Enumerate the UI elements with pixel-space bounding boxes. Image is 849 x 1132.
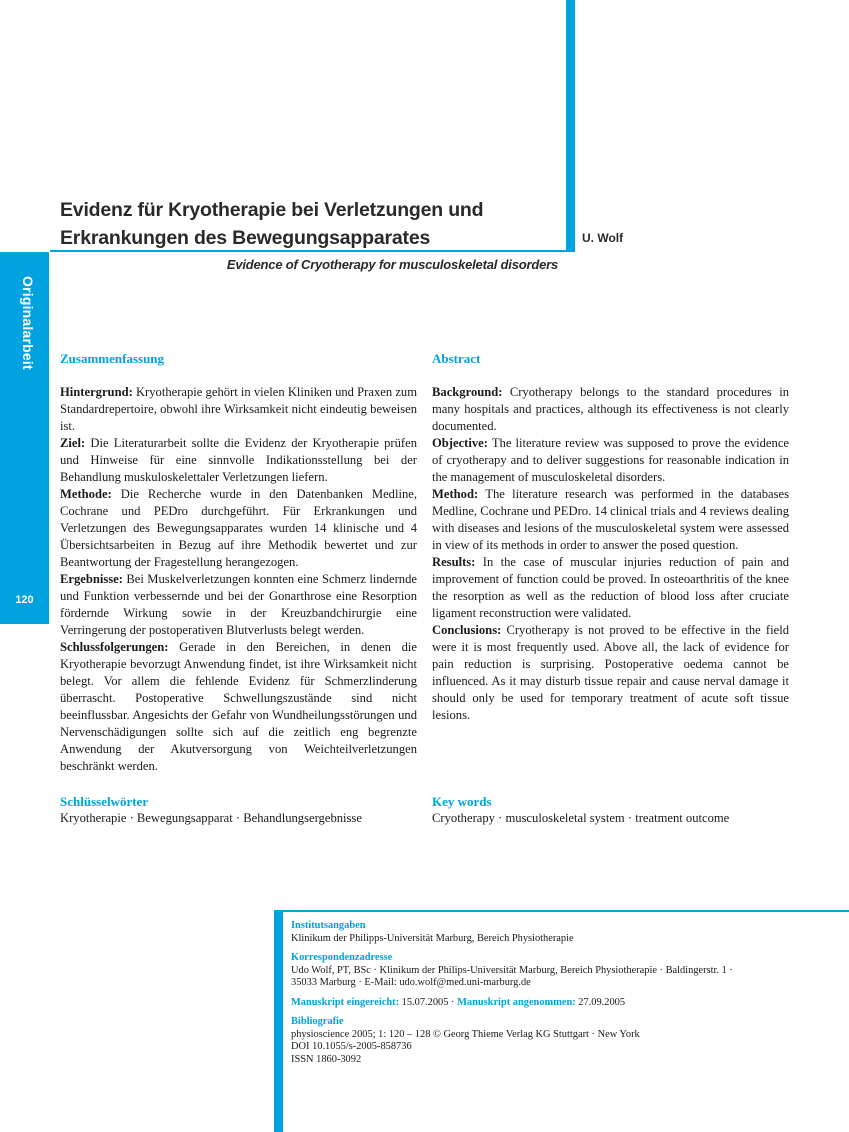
correspondence-line-2: 35033 Marburg · E-Mail: udo.wolf@med.uni-marburg.de [291, 977, 531, 988]
en-label-3: Results: [432, 555, 476, 569]
article-info-box [291, 920, 791, 1073]
german-keywords [60, 793, 440, 827]
german-abstract [60, 350, 417, 775]
en-text-0: Cryotherapy belongs to the standard procedures in many hospitals and practices, although its effectiveness is not clearly documented. [432, 385, 789, 433]
page-number: 120 [15, 594, 34, 606]
de-text-0: Kryotherapie gehört in vielen Kliniken und Praxen zum Standardrepertoire, obwohl ihre Wirksamkeit nicht eindeutig beweisen ist. [60, 385, 417, 433]
info-accent-bar [274, 910, 283, 1132]
german-abstract-text [60, 384, 417, 775]
received-date: 15.07.2005 · [399, 996, 458, 1008]
english-keywords [432, 793, 812, 827]
english-title: Evidence of Cryotherapy for musculoskeletal disorders [226, 257, 558, 272]
en-label-2: Method: [432, 487, 479, 501]
de-label-0: Hintergrund: [60, 385, 133, 399]
title-line-2: Erkrankungen des Bewegungsapparates [60, 227, 431, 249]
bibliography-label: Bibliografie [291, 1016, 344, 1027]
en-label-1: Objective: [432, 436, 488, 450]
de-label-2: Methode: [60, 487, 112, 501]
de-text-3: Bei Muskelverletzungen konnten eine Schmerz lindernde und Funktion verbessernde und bei der Gonarthrose eine Resorption fördernde Wirkung sowie in der Kreuzbandchirurgie eine Verringerung der postoperativen Blutverlusts belegt werden. [60, 572, 417, 637]
manuscript-dates [291, 997, 791, 1010]
german-keywords-heading: Schlüsselwörter [60, 794, 149, 809]
de-text-4: Gerade in den Bereichen, in denen die Kryotherapie bevorzugt Anwendung findet, ist ihre Wirksamkeit nicht belegt. Vor allem die fehlende Evidenz für Schmerzlinderung überrascht. Postoperative Schwellungszustände sind nicht beeinflussbar. Angesichts der Gefahr von Wundheilungsstörungen und Nervenschädigungen sollte sich auf die zeitlich eng begrenzte Anwendung der Akutversorgung von Weichteilverletzungen beschränkt werden. [60, 640, 417, 773]
section-label: Originalarbeit [20, 276, 36, 370]
en-label-4: Conclusions: [432, 623, 502, 637]
english-keywords-list: Cryotherapy · musculoskeletal system · treatment outcome [432, 811, 730, 825]
accepted-label: Manuskript angenommen: [457, 996, 576, 1008]
bibliography-block [291, 1016, 791, 1066]
bibliography-issn: ISSN 1860-3092 [291, 1053, 362, 1065]
de-text-1: Die Literaturarbeit sollte die Evidenz der Kryotherapie prüfen und Hinweise für eine sinnvolle Indikationsstellung bei der Behandlung muskuloskelettaler Verletzungen liefern. [60, 436, 417, 484]
english-abstract [432, 350, 789, 724]
author: U. Wolf [582, 231, 624, 245]
en-text-2: The literature research was performed in the databases Medline, Cochrane und PEDro. 14 clinical trials and 4 reviews dealing with diseases and lesions of the musculoskeletal system were assessed in view of its methods in order to answer the posed question. [432, 487, 789, 552]
english-keywords-heading: Key words [432, 794, 492, 809]
bibliography-line-1: physioscience 2005; 1: 120 – 128 © Georg Thieme Verlag KG Stuttgart · New York [291, 1028, 640, 1040]
institute-text: Klinikum der Philipps-Universität Marburg, Bereich Physiotherapie [291, 932, 574, 944]
de-text-2: Die Recherche wurde in den Datenbanken Medline, Cochrane und PEDro durchgeführt. Für Erkrankungen und Verletzungen des Bewegungsapparates wurden 14 klinische und 4 Übersichtsarbeiten in Bezug auf ihre Methodik bewertet und zur Beantwortung der Fragestellung herangezogen. [60, 487, 417, 569]
accepted-date: 27.09.2005 [575, 996, 626, 1008]
correspondence-block [291, 952, 791, 990]
received-label: Manuskript eingereicht: [291, 996, 400, 1008]
en-text-1: The literature review was supposed to prove the evidence of cryotherapy and to deliver suggestions for reasonable indication in the management of musculoskeletal disorders. [432, 436, 789, 484]
german-abstract-heading: Zusammenfassung [60, 351, 165, 366]
en-label-0: Background: [432, 385, 503, 399]
english-abstract-heading: Abstract [432, 351, 481, 366]
bibliography-doi: DOI 10.1055/s-2005-858736 [291, 1041, 412, 1052]
german-keywords-list: Kryotherapie · Bewegungsapparat · Behandlungsergebnisse [60, 811, 362, 825]
de-label-1: Ziel: [60, 436, 86, 450]
header-accent-bar [566, 0, 575, 252]
article-title [60, 196, 560, 252]
institute-label: Institutsangaben [291, 920, 366, 931]
en-text-3: In the case of muscular injuries reduction of pain and improvement of function could be proved. In osteoarthritis of the knee the resorption as well as the reduction of blood loss after cruciate ligament reconstruction were validated. [432, 555, 789, 620]
english-abstract-text [432, 384, 789, 724]
correspondence-label: Korrespondenzadresse [291, 952, 393, 963]
de-label-3: Ergebnisse: [60, 572, 123, 586]
title-line-1: Evidenz für Kryotherapie bei Verletzungen und [60, 199, 484, 221]
en-text-4: Cryotherapy is not proved to be effective in the field were it is most frequently used. Above all, the lack of evidence for pain reduction is surprising. Postoperative oedema cannot be influenced. As it may disturb tissue repair and cause nerval damage it should only be used for temporary treatment of acute soft tissue lesions. [432, 623, 789, 722]
correspondence-line-1: Udo Wolf, PT, BSc · Klinikum der Philips-Universität Marburg, Bereich Physiotherapie · Baldingerstr. 1 · [291, 964, 733, 976]
institute-block [291, 920, 791, 945]
info-rule [283, 910, 849, 912]
de-label-4: Schlussfolgerungen: [60, 640, 169, 654]
